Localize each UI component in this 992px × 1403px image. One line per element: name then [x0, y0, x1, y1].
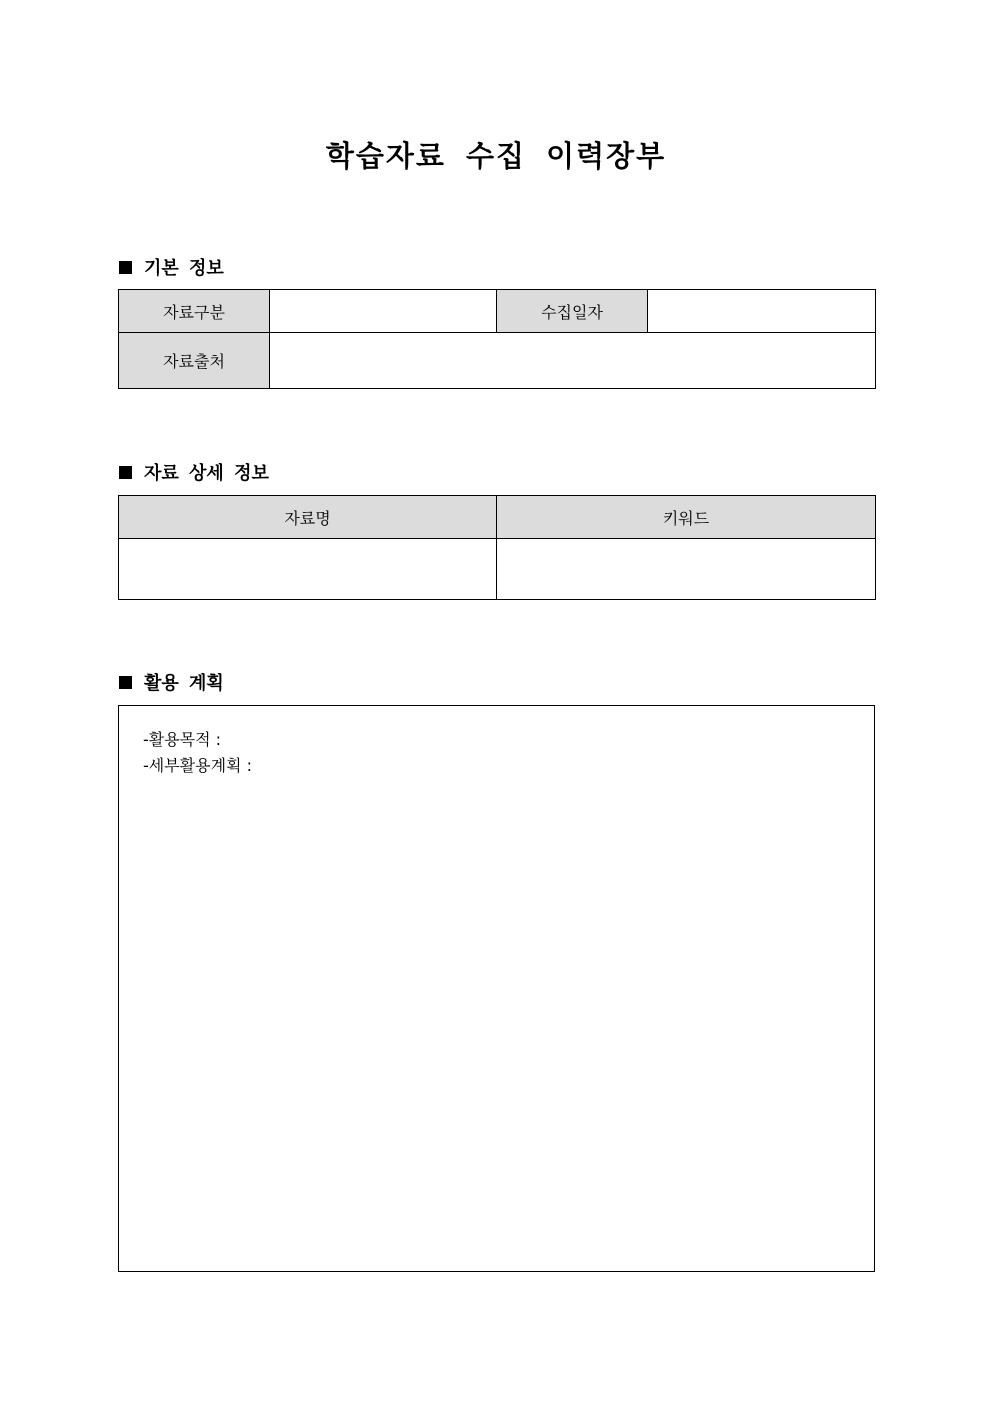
section-heading-usage-plan — [119, 669, 224, 695]
section-heading-label: 활용 계획 — [144, 673, 224, 694]
table-row — [119, 496, 876, 539]
table-row — [119, 539, 876, 600]
section-heading-label: 자료 상세 정보 — [144, 463, 269, 484]
page-title: 학습자료 수집 이력장부 — [325, 139, 667, 173]
section-heading-basic-info — [119, 254, 224, 280]
category-field[interactable] — [270, 290, 497, 333]
detailed-usage-plan-label: -세부활용계획 : — [143, 756, 252, 775]
basic-info-table — [118, 289, 876, 389]
usage-plan-box[interactable] — [118, 705, 875, 1272]
table-row — [119, 333, 876, 389]
material-name-field[interactable] — [119, 539, 497, 600]
black-square-icon — [119, 676, 132, 689]
source-label: 자료출처 — [119, 333, 270, 389]
keyword-header: 키워드 — [497, 496, 876, 539]
collection-date-label: 수집일자 — [497, 290, 648, 333]
detail-info-table — [118, 495, 876, 600]
usage-purpose-label: -활용목적 : — [143, 730, 222, 749]
black-square-icon — [119, 466, 132, 479]
keyword-field[interactable] — [497, 539, 876, 600]
source-field[interactable] — [270, 333, 876, 389]
category-label: 자료구분 — [119, 290, 270, 333]
section-heading-label: 기본 정보 — [144, 258, 224, 279]
collection-date-field[interactable] — [648, 290, 876, 333]
material-name-header: 자료명 — [119, 496, 497, 539]
table-row — [119, 290, 876, 333]
black-square-icon — [119, 261, 132, 274]
section-heading-detail-info — [119, 459, 269, 485]
